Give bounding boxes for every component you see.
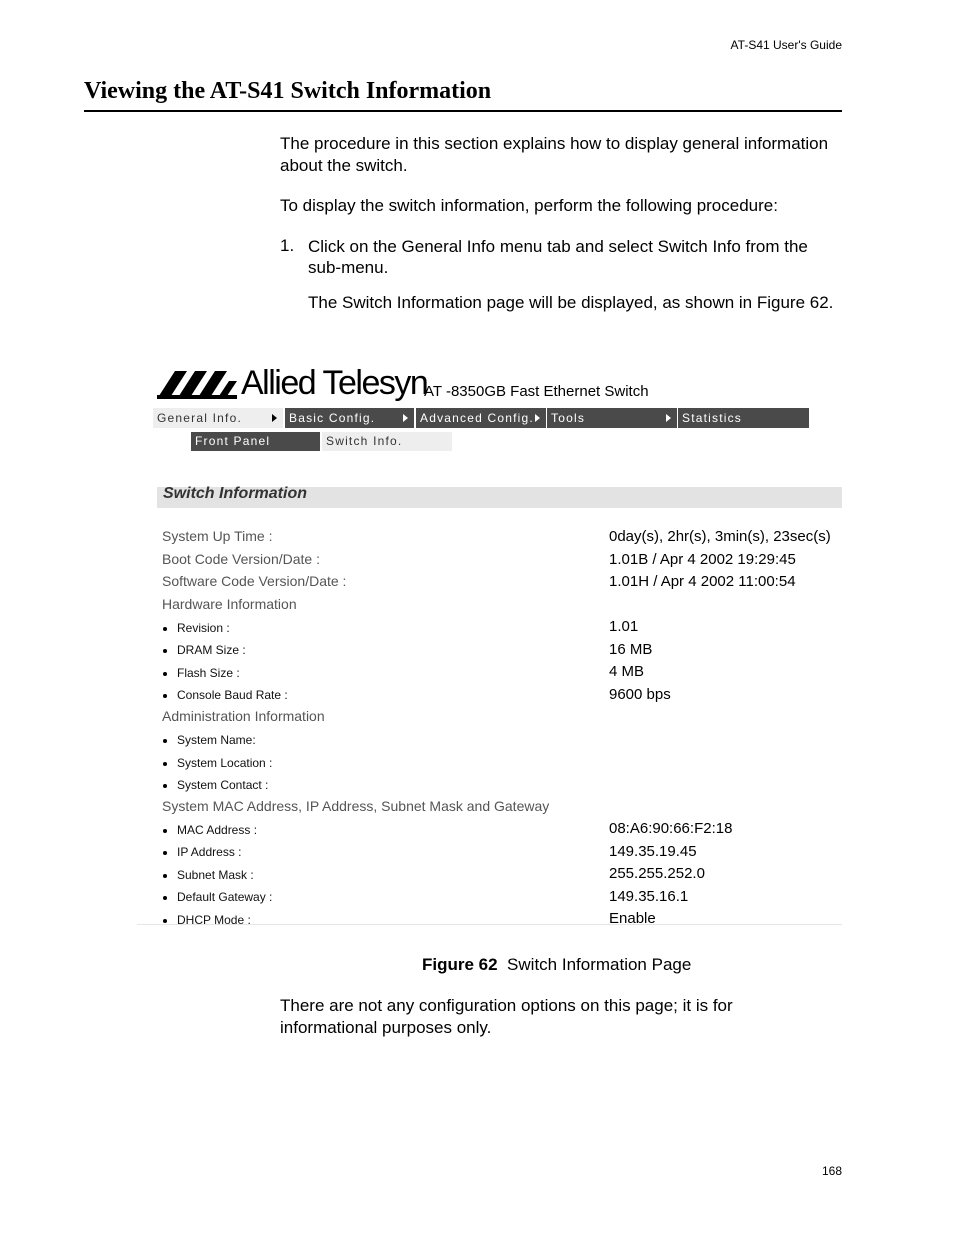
label-ip-address: IP Address : [177,845,242,859]
intro-paragraph-2: To display the switch information, perform the following procedure: [280,196,778,215]
value-software-code: 1.01H / Apr 4 2002 11:00:54 [609,573,796,590]
value-default-gateway: 149.35.16.1 [609,888,689,905]
page-number: 168 [821,1164,842,1178]
value-flash-size: 4 MB [609,663,645,680]
bullet-icon [163,919,167,923]
bullet-icon [163,627,167,631]
bullet-icon [163,762,167,766]
bullet-icon [163,649,167,653]
menu-tab-label: Basic Config. [289,411,376,425]
step-number: 1. [280,236,295,255]
submenu-switch-info[interactable] [322,432,452,451]
value-mac-address: 08:A6:90:66:F2:18 [609,820,733,837]
value-ip-address: 149.35.19.45 [609,843,697,860]
menu-tab-tools[interactable] [547,408,677,428]
bullet-icon [163,672,167,676]
bullet-icon [163,851,167,855]
bullet-icon [163,694,167,698]
label-dram-size: DRAM Size : [177,643,246,657]
submenu-front-panel[interactable] [191,432,320,451]
value-system-up-time: 0day(s), 2hr(s), 3min(s), 23sec(s) [609,528,831,545]
value-dram-size: 16 MB [609,641,653,658]
menu-tab-label: Tools [551,411,586,425]
submenu-label: Switch Info. [326,434,403,448]
step-result: The Switch Information page will be displayed, as shown in Figure 62. [308,293,834,312]
label-subnet-mask: Subnet Mask : [177,868,254,882]
bullet-icon [163,739,167,743]
menu-tab-label: General Info. [157,411,242,425]
running-head: AT-S41 User's Guide [730,38,842,52]
label-boot-code: Boot Code Version/Date : [162,551,320,567]
label-system-up-time: System Up Time : [162,528,273,544]
caret-right-icon [535,414,540,422]
menu-tab-general-info[interactable] [153,408,283,428]
value-dhcp-mode: Enable [609,910,656,927]
bullet-icon [163,874,167,878]
screenshot-bottom-rule [137,924,842,925]
value-boot-code: 1.01B / Apr 4 2002 19:29:45 [609,551,796,568]
label-console-baud-rate: Console Baud Rate : [177,688,288,702]
figure-caption [422,955,691,975]
bullet-icon [163,896,167,900]
label-system-name: System Name: [177,733,256,747]
menu-tab-statistics[interactable] [678,408,809,428]
intro-paragraph-1: The procedure in this section explains how to display general information about the switch. [280,134,829,175]
bullet-icon [163,829,167,833]
submenu-label: Front Panel [195,434,271,448]
value-console-baud-rate: 9600 bps [609,686,671,703]
label-system-contact: System Contact : [177,778,269,792]
bullet-icon [163,784,167,788]
heading-hardware-information: Hardware Information [162,596,297,612]
label-flash-size: Flash Size : [177,666,240,680]
label-software-code: Software Code Version/Date : [162,573,347,589]
menu-tab-label: Statistics [682,411,743,425]
allied-telesyn-logo-icon [157,371,237,399]
label-system-location: System Location : [177,756,273,770]
label-mac-address: MAC Address : [177,823,258,837]
heading-administration-information: Administration Information [162,708,325,724]
label-default-gateway: Default Gateway : [177,890,273,904]
figure-label: Figure 62 [422,955,498,974]
value-revision: 1.01 [609,618,639,635]
figure-caption-text: Switch Information Page [507,955,692,974]
label-dhcp-mode: DHCP Mode : [177,913,251,927]
label-revision: Revision : [177,621,230,635]
title-rule [84,110,842,112]
brand-name: Allied Telesyn [241,364,428,402]
panel-title: Switch Information [163,485,307,502]
menu-tab-label: Advanced Config. [420,411,534,425]
step-text: Click on the General Info menu tab and select Switch Info from the sub-menu. [308,237,808,277]
menu-tab-advanced-config[interactable] [416,408,546,428]
caret-right-icon [403,414,408,422]
product-name: AT -8350GB Fast Ethernet Switch [424,383,649,400]
caret-right-icon [272,414,277,422]
section-title: Viewing the AT-S41 Switch Information [84,78,492,104]
value-subnet-mask: 255.255.252.0 [609,865,705,882]
heading-network-information: System MAC Address, IP Address, Subnet Mask and Gateway [162,798,550,814]
menu-tab-basic-config[interactable] [285,408,414,428]
closing-paragraph: There are not any configuration options on this page; it is for informational purposes only. [280,996,733,1037]
caret-right-icon [666,414,671,422]
